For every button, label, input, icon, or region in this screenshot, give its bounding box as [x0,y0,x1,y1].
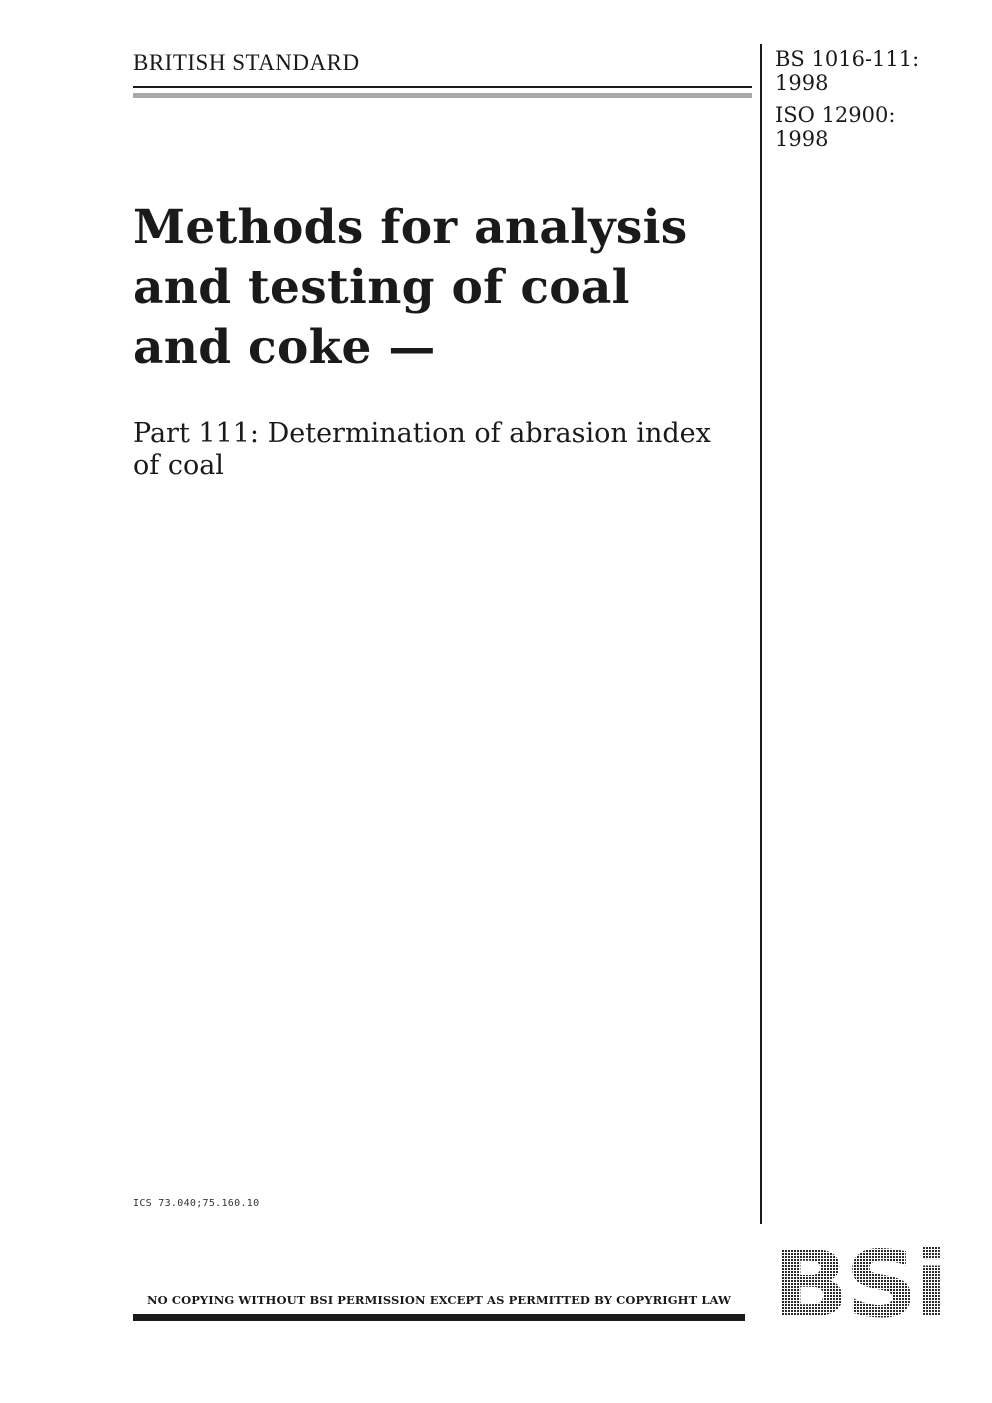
footer-rule [133,1314,745,1321]
document-title: Methods for analysis and testing of coal and coke — [133,200,688,375]
ics-code: ICS 73.040;75.160.10 [133,1198,260,1209]
copyright-notice: NO COPYING WITHOUT BSI PERMISSION EXCEPT AS PERMITTED BY COPYRIGHT LAW [146,1293,732,1307]
vertical-divider [760,44,762,1224]
standard-number-iso: ISO 12900: 1998 [775,103,896,151]
standard-number-bs: BS 1016-111: 1998 [775,47,920,95]
svg-text:BSi: BSi [772,1244,944,1321]
bsi-logo [770,1244,946,1321]
header-rule-thick [133,93,752,98]
series-label: BRITISH STANDARD [133,50,360,75]
header-rule-thin [133,86,752,88]
part-title: Part 111: Determination of abrasion index of coal [133,418,711,481]
